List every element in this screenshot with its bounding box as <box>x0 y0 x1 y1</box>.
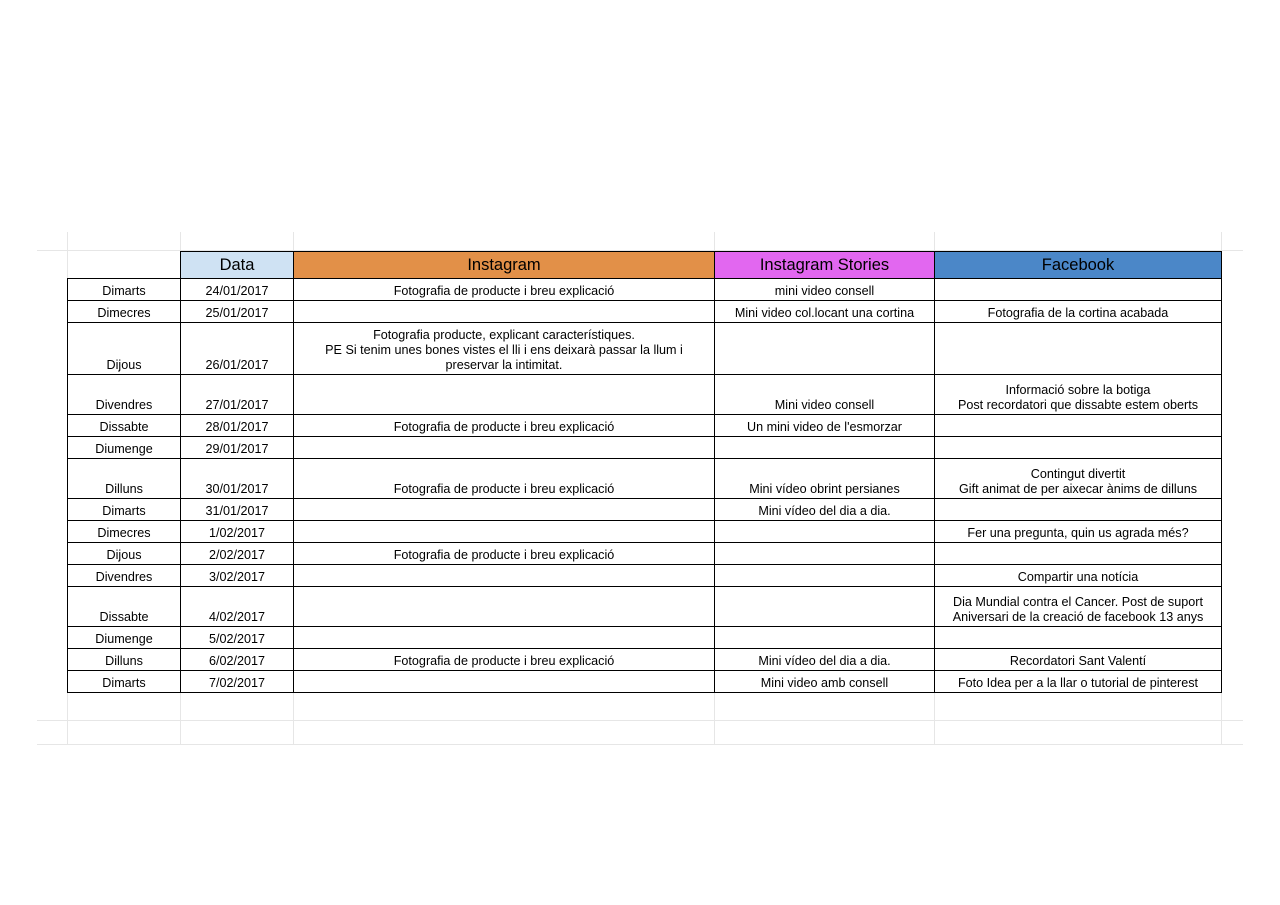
cell-instagram[interactable] <box>294 627 715 649</box>
cell-day[interactable]: Dimarts <box>68 671 181 693</box>
cell-instagram-stories-text: Mini video consell <box>774 398 875 412</box>
cell-date[interactable]: 28/01/2017 <box>181 415 294 437</box>
cell-facebook-text: Fotografia de la cortina acabada <box>987 306 1169 320</box>
cell-instagram[interactable] <box>294 323 715 375</box>
table-row <box>68 323 1222 375</box>
table-row <box>68 543 1222 565</box>
cell-instagram-text: Fotografia de producte i breu explicació <box>393 284 615 298</box>
cell-instagram-stories[interactable] <box>715 415 935 437</box>
cell-instagram[interactable] <box>294 543 715 565</box>
cell-day[interactable]: Divendres <box>68 565 181 587</box>
cell-instagram[interactable] <box>294 459 715 499</box>
cell-instagram[interactable] <box>294 375 715 415</box>
content-calendar-table <box>67 251 1222 693</box>
cell-facebook-text: Compartir una notícia <box>1017 570 1139 584</box>
cell-facebook[interactable] <box>935 323 1222 375</box>
cell-instagram-stories[interactable] <box>715 543 935 565</box>
cell-facebook-text: Post recordatori que dissabte estem oberts <box>957 398 1199 412</box>
cell-instagram-text: Fotografia de producte i breu explicació <box>393 482 615 496</box>
cell-facebook-text: Aniversari de la creació de facebook 13 anys <box>952 610 1204 624</box>
table-row <box>68 649 1222 671</box>
cell-date[interactable]: 2/02/2017 <box>181 543 294 565</box>
cell-facebook[interactable] <box>935 415 1222 437</box>
cell-instagram-stories[interactable] <box>715 649 935 671</box>
cell-instagram-text: Fotografia de producte i breu explicació <box>393 420 615 434</box>
header-facebook[interactable]: Facebook <box>935 252 1222 279</box>
cell-instagram-stories[interactable] <box>715 627 935 649</box>
table-row <box>68 499 1222 521</box>
cell-day[interactable]: Dilluns <box>68 459 181 499</box>
cell-instagram-stories-text: Un mini video de l'esmorzar <box>747 420 902 434</box>
gridline-horizontal <box>37 720 1243 721</box>
table-row <box>68 437 1222 459</box>
cell-instagram-text: Fotografia de producte i breu explicació <box>393 654 615 668</box>
cell-date[interactable]: 30/01/2017 <box>181 459 294 499</box>
cell-facebook[interactable] <box>935 627 1222 649</box>
cell-facebook-text: Contingut divertit <box>1030 467 1126 481</box>
cell-date[interactable]: 3/02/2017 <box>181 565 294 587</box>
header-instagram-stories[interactable]: Instagram Stories <box>715 252 935 279</box>
cell-date[interactable]: 4/02/2017 <box>181 587 294 627</box>
cell-instagram-stories[interactable] <box>715 279 935 301</box>
cell-instagram-stories-text: Mini video col.locant una cortina <box>734 306 915 320</box>
gridline-horizontal <box>37 744 1243 745</box>
cell-instagram-stories[interactable] <box>715 499 935 521</box>
cell-day[interactable]: Dissabte <box>68 587 181 627</box>
cell-instagram-stories-text: Mini vídeo del dia a dia. <box>758 504 891 518</box>
cell-day[interactable]: Dimecres <box>68 521 181 543</box>
cell-date[interactable]: 31/01/2017 <box>181 499 294 521</box>
cell-instagram-stories[interactable] <box>715 375 935 415</box>
cell-instagram-stories-text: Mini vídeo del dia a dia. <box>758 654 891 668</box>
cell-instagram-text: Fotografia producte, explicant característiques. <box>373 328 635 342</box>
cell-instagram-stories-text: Mini vídeo obrint persianes <box>749 482 900 496</box>
cell-instagram[interactable] <box>294 279 715 301</box>
table-row <box>68 279 1222 301</box>
table-row <box>68 301 1222 323</box>
cell-day[interactable]: Dijous <box>68 323 181 375</box>
cell-facebook-text: Fer una pregunta, quin us agrada més? <box>967 526 1189 540</box>
cell-instagram-stories[interactable] <box>715 521 935 543</box>
cell-day[interactable]: Dilluns <box>68 649 181 671</box>
table-row <box>68 627 1222 649</box>
cell-day[interactable]: Divendres <box>68 375 181 415</box>
cell-day[interactable]: Dimarts <box>68 499 181 521</box>
cell-instagram[interactable] <box>294 437 715 459</box>
cell-instagram[interactable] <box>294 521 715 543</box>
cell-facebook[interactable] <box>935 565 1222 587</box>
cell-facebook[interactable] <box>935 437 1222 459</box>
cell-instagram-text: Fotografia de producte i breu explicació <box>393 548 615 562</box>
table-row <box>68 587 1222 627</box>
cell-facebook[interactable] <box>935 671 1222 693</box>
table-row <box>68 415 1222 437</box>
cell-instagram[interactable] <box>294 301 715 323</box>
header-day[interactable] <box>68 252 181 279</box>
cell-instagram-stories[interactable] <box>715 587 935 627</box>
cell-date[interactable]: 29/01/2017 <box>181 437 294 459</box>
cell-instagram-text: PE Si tenim unes bones vistes el lli i ens deixarà passar la llum i <box>325 343 683 357</box>
cell-day[interactable]: Diumenge <box>68 627 181 649</box>
cell-instagram[interactable] <box>294 671 715 693</box>
cell-facebook-text: Recordatori Sant Valentí <box>1009 654 1147 668</box>
cell-day[interactable]: Dimecres <box>68 301 181 323</box>
cell-facebook[interactable] <box>935 375 1222 415</box>
cell-facebook[interactable] <box>935 459 1222 499</box>
cell-date[interactable]: 27/01/2017 <box>181 375 294 415</box>
header-row <box>68 252 1222 279</box>
cell-instagram-stories-text: Mini video amb consell <box>760 676 889 690</box>
table-row <box>68 565 1222 587</box>
table-row <box>68 375 1222 415</box>
table-row <box>68 671 1222 693</box>
cell-instagram[interactable] <box>294 499 715 521</box>
table-row <box>68 459 1222 499</box>
cell-facebook[interactable] <box>935 587 1222 627</box>
cell-instagram-stories[interactable] <box>715 437 935 459</box>
cell-facebook[interactable] <box>935 279 1222 301</box>
cell-facebook-text: Gift animat de per aixecar ànims de dilluns <box>959 482 1197 496</box>
cell-instagram[interactable] <box>294 649 715 671</box>
cell-instagram[interactable] <box>294 565 715 587</box>
cell-facebook-text: Dia Mundial contra el Cancer. Post de suport <box>953 595 1203 609</box>
cell-instagram-stories[interactable] <box>715 301 935 323</box>
cell-instagram[interactable] <box>294 587 715 627</box>
cell-instagram-stories[interactable] <box>715 323 935 375</box>
cell-instagram[interactable] <box>294 415 715 437</box>
cell-facebook[interactable] <box>935 499 1222 521</box>
header-instagram[interactable]: Instagram <box>294 252 715 279</box>
header-date[interactable]: Data <box>181 252 294 279</box>
cell-date[interactable]: 7/02/2017 <box>181 671 294 693</box>
cell-facebook[interactable] <box>935 301 1222 323</box>
cell-instagram-stories[interactable] <box>715 671 935 693</box>
cell-date[interactable]: 25/01/2017 <box>181 301 294 323</box>
cell-instagram-stories[interactable] <box>715 565 935 587</box>
cell-date[interactable]: 26/01/2017 <box>181 323 294 375</box>
cell-date[interactable]: 24/01/2017 <box>181 279 294 301</box>
cell-instagram-stories-text: mini video consell <box>774 284 875 298</box>
cell-day[interactable]: Dissabte <box>68 415 181 437</box>
table-row <box>68 521 1222 543</box>
cell-facebook-text: Informació sobre la botiga <box>1005 383 1151 397</box>
cell-day[interactable]: Dijous <box>68 543 181 565</box>
cell-date[interactable]: 1/02/2017 <box>181 521 294 543</box>
cell-day[interactable]: Diumenge <box>68 437 181 459</box>
cell-date[interactable]: 5/02/2017 <box>181 627 294 649</box>
cell-facebook[interactable] <box>935 521 1222 543</box>
cell-facebook[interactable] <box>935 649 1222 671</box>
cell-day[interactable]: Dimarts <box>68 279 181 301</box>
cell-instagram-text: preservar la intimitat. <box>445 358 563 372</box>
cell-date[interactable]: 6/02/2017 <box>181 649 294 671</box>
cell-facebook[interactable] <box>935 543 1222 565</box>
cell-instagram-stories[interactable] <box>715 459 935 499</box>
cell-facebook-text: Foto Idea per a la llar o tutorial de pinterest <box>957 676 1199 690</box>
